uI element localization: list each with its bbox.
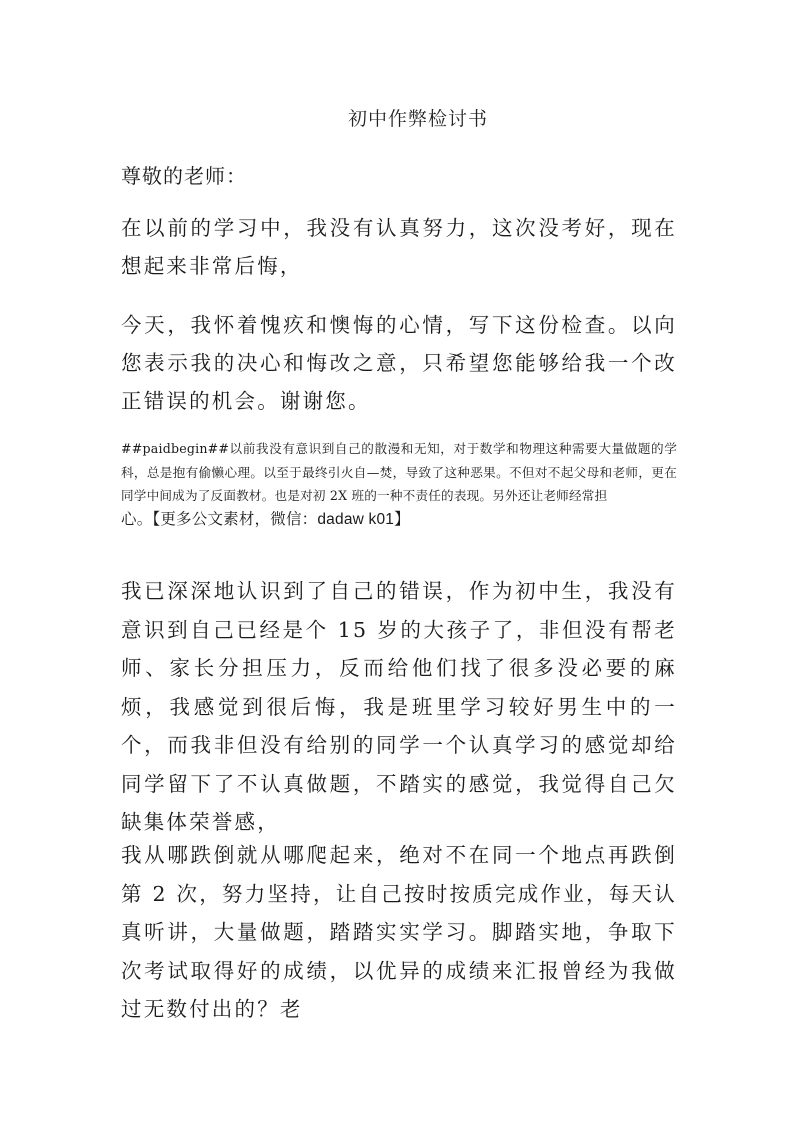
salutation: 尊敬的老师： [121, 164, 247, 188]
small-paragraph-tail: 心。 [121, 509, 153, 528]
paragraph-3: 我已深深地认识到了自己的错误，作为初中生，我没有意识到自己已经是个 15 岁的大孩子了，非但没有帮老师、家长分担压力，反而给他们找了很多没必要的麻烦，我感觉到很后悔，我是班里学习较好男生中的一个，而我非但没有给别的同学一个认真学习的感觉却给同学留下了不认真做题，不踏实的感觉，我觉得自己欠缺集体荣誉感， [121, 579, 677, 834]
paragraph-4: 我从哪跌倒就从哪爬起来，绝对不在同一个地点再跌倒第 2 次，努力坚持，让自己按时按质完成作业，每天认真听讲，大量做题，踏踏实实学习。脚踏实地，争取下次考试取得好的成绩，以优异的成绩来汇报曾经为我做过无数付出的？老 [121, 843, 677, 1021]
small-paragraph-block [121, 437, 677, 531]
paragraph-1: 在以前的学习中，我没有认真努力，这次没考好，现在想起来非常后悔， [121, 216, 677, 278]
promo-note: 【更多公文素材，微信：dadaw k01】 [152, 510, 410, 528]
document-title: 初中作弊检讨书 [347, 108, 488, 130]
small-paragraph: ##paidbegin##以前我没有意识到自己的散漫和无知，对于数学和物理这种需要大量做题的学科，总是抱有偷懒心理。以至于最终引火自—焚，导致了这种恶果。不但对不起父母和老师，更在同学中间成为了反面教材。也是对初 2X 班的一种不责任的表现。另外还让老师经常担 [121, 441, 677, 503]
paragraph-2: 今天，我怀着愧疚和懊悔的心情，写下这份检查。以向您表示我的决心和悔改之意，只希望您能够给我一个改正错误的机会。谢谢您。 [121, 313, 677, 413]
